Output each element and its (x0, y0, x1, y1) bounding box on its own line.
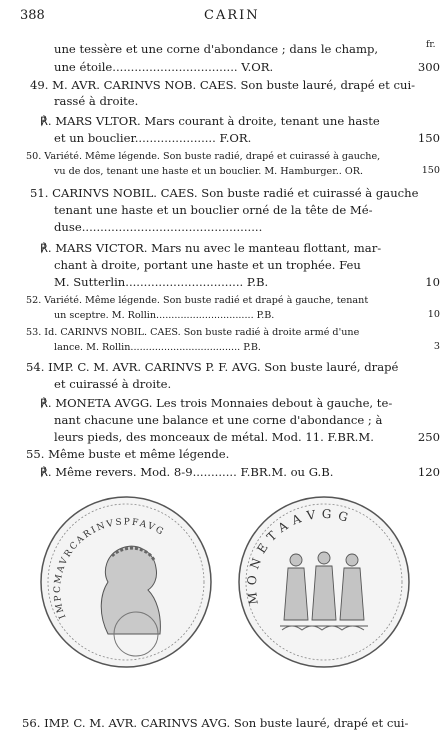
text-line: lance. M. Rollin.................................... P.B. (54, 342, 261, 353)
text-line: ℟. MARS VICTOR. Mars nu avec le manteau flottant, mar- (40, 241, 382, 255)
text-line: et un bouclier...................... F.OR. (54, 131, 252, 145)
text-line: ℟. Même revers. Mod. 8-9............ F.BR.M. ou G.B. (40, 465, 334, 479)
price-value: 250 (417, 430, 440, 444)
price-value: 10 (425, 275, 440, 289)
coin-reverse-legend: MONETAAVGG (244, 506, 356, 606)
text-line: une tessère et une corne d'abondance ; dans le champ, (54, 42, 379, 56)
price-value: 150 (421, 165, 440, 176)
text-line: 50. Variété. Même légende. Son buste radié, drapé et cuirassé à gauche, (26, 151, 381, 162)
page-title: CARIN (204, 8, 260, 23)
price-value: 10 (427, 309, 440, 320)
text-line: une étoile.................................. V.OR. (54, 60, 274, 74)
coin-obverse-legend: IMPCMAVRCARINVSPFAVG (52, 517, 167, 620)
text-line: 54. IMP. C. M. AVR. CARINVS P. F. AVG. Son buste lauré, drapé (26, 360, 399, 374)
page-number: 388 (20, 8, 45, 23)
price-value: 120 (417, 465, 440, 479)
text-line: chant à droite, portant une haste et un trophée. Feu (54, 258, 361, 272)
text-line: 51. CARINVS NOBIL. CAES. Son buste radié et cuirassé à gauche (30, 186, 419, 200)
coin-reverse (236, 494, 412, 670)
text-line: et cuirassé à droite. (54, 377, 172, 391)
coin-obverse (38, 494, 214, 670)
text-line: leurs pieds, des monceaux de métal. Mod. 11. F.BR.M. (54, 430, 374, 444)
text-line: rassé à droite. (54, 94, 139, 108)
text-line: vu de dos, tenant une haste et un bouclier. M. Hamburger.. OR. (54, 166, 364, 177)
text-line: 53. Id. CARINVS NOBIL. CAES. Son buste radié à droite armé d'une (26, 327, 360, 338)
text-line: 52. Variété. Même légende. Son buste radié et drapé à gauche, tenant (26, 295, 369, 306)
price-value: 150 (417, 131, 440, 145)
coin-reverse-drawing (236, 494, 412, 670)
text-line: duse................................................. (54, 220, 263, 234)
price-value: 3 (433, 341, 440, 352)
price-value: 300 (417, 60, 440, 74)
text-line: M. Sutterlin................................ P.B. (54, 275, 269, 289)
text-line: nant chacune une balance et une corne d'abondance ; à (54, 413, 383, 427)
text-line: un sceptre. M. Rollin................................ P.B. (54, 310, 275, 321)
text-line: 49. M. AVR. CARINVS NOB. CAES. Son buste lauré, drapé et cui- (30, 78, 416, 92)
text-line: ℟. MONETA AVGG. Les trois Monnaies debout à gauche, te- (40, 396, 393, 410)
text-line: 56. IMP. C. M. AVR. CARINVS AVG. Son buste lauré, drapé et cui- (22, 716, 409, 730)
text-line: 55. Même buste et même légende. (26, 447, 230, 461)
text-line: ℟. MARS VLTOR. Mars courant à droite, tenant une haste (40, 114, 380, 128)
margin-mark: fr. (426, 40, 436, 50)
text-line: tenant une haste et un bouclier orné de la tête de Mé- (54, 203, 373, 217)
coin-obverse-drawing (38, 494, 214, 670)
